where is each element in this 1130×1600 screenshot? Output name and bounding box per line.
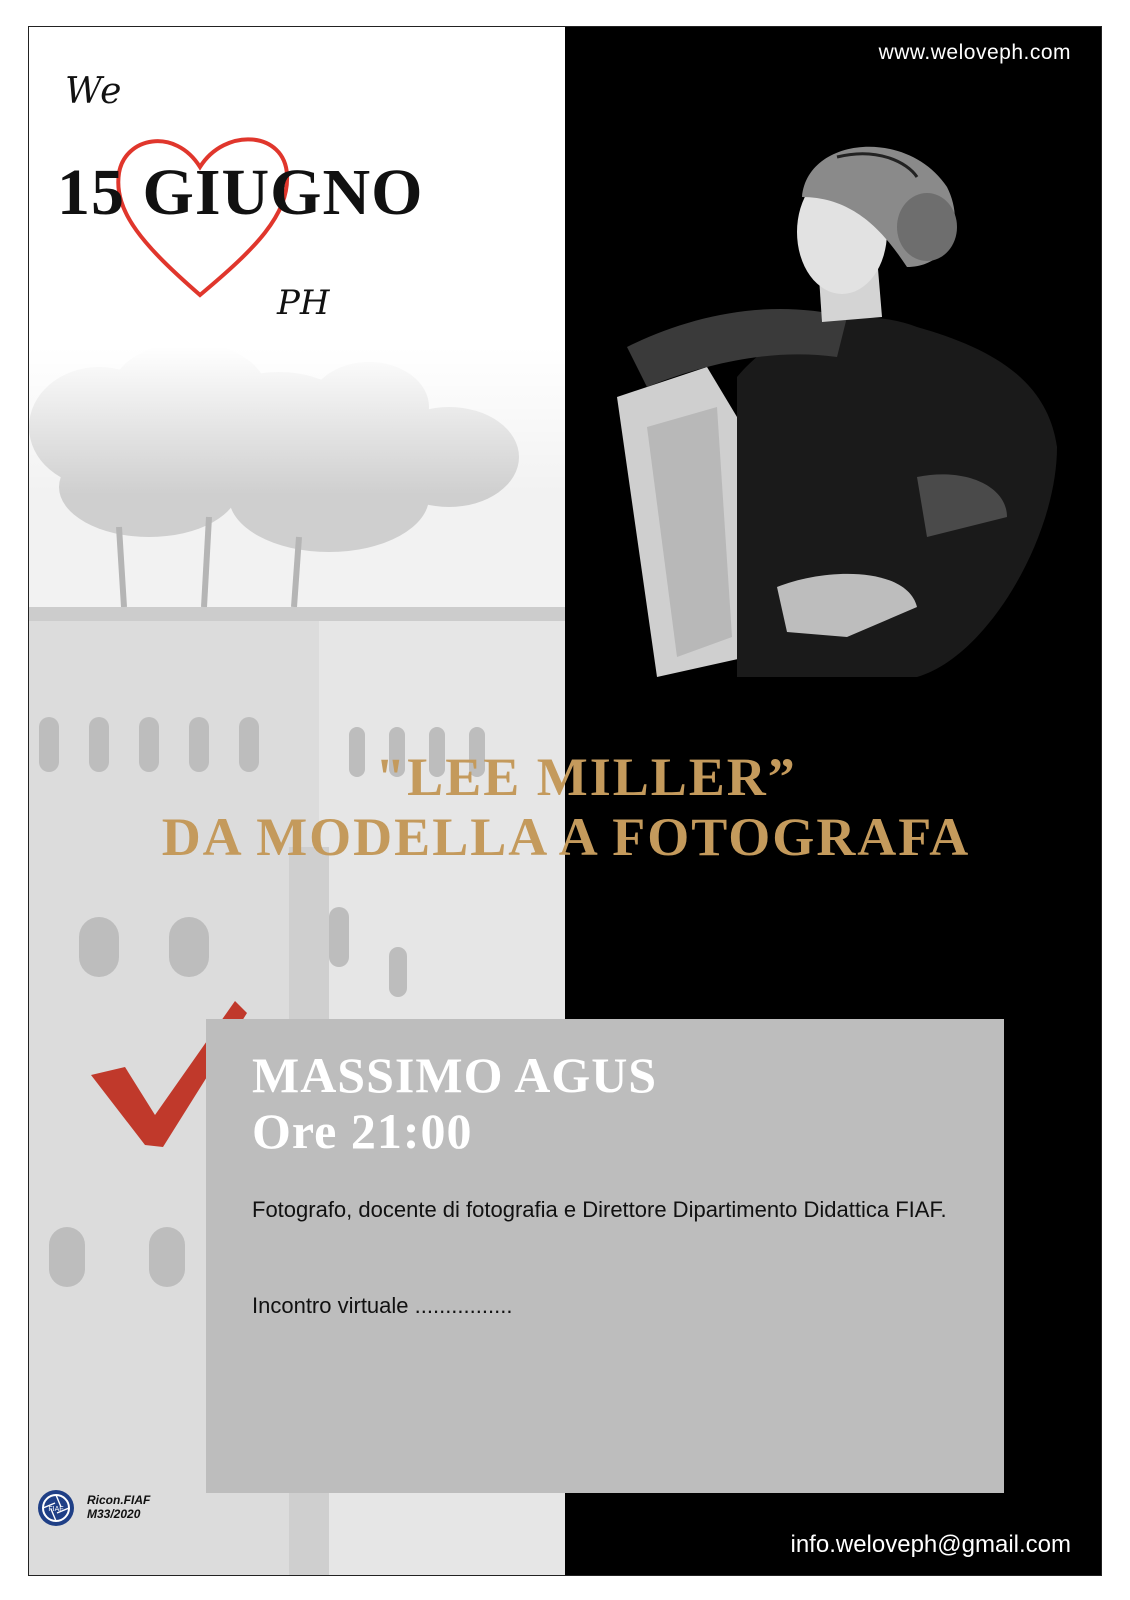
- event-title-line2: DA MODELLA A FOTOGRAFA: [161, 807, 971, 867]
- event-title-line1: "LEE MILLER”: [375, 747, 797, 807]
- meeting-note: Incontro virtuale ................: [252, 1293, 513, 1318]
- speaker-heading: [252, 1047, 657, 1159]
- logo-we-text: We: [65, 71, 123, 112]
- event-title: [29, 747, 1102, 867]
- portrait-photo: [587, 117, 1067, 677]
- fiaf-line2: M33/2020: [87, 1507, 141, 1521]
- fiaf-logo-icon: [37, 1489, 75, 1527]
- logo-ph-text: PH: [277, 283, 330, 323]
- fiaf-line1: Ricon.FIAF: [87, 1493, 151, 1507]
- speaker-info-box: [206, 1019, 1004, 1493]
- poster: [28, 26, 1102, 1576]
- event-date: 15 GIUGNO: [57, 156, 424, 229]
- speaker-name: MASSIMO AGUS: [252, 1047, 658, 1103]
- website-link[interactable]: www.weloveph.com: [878, 41, 1071, 64]
- speaker-description: Fotografo, docente di fotografia e Direttore Dipartimento Didattica FIAF.: [252, 1197, 947, 1222]
- fiaf-recognition: [87, 1493, 150, 1521]
- email-link[interactable]: info.weloveph@gmail.com: [790, 1531, 1071, 1558]
- fiaf-logo-text: FIAF: [48, 1506, 64, 1513]
- event-time: Ore 21:00: [252, 1103, 473, 1159]
